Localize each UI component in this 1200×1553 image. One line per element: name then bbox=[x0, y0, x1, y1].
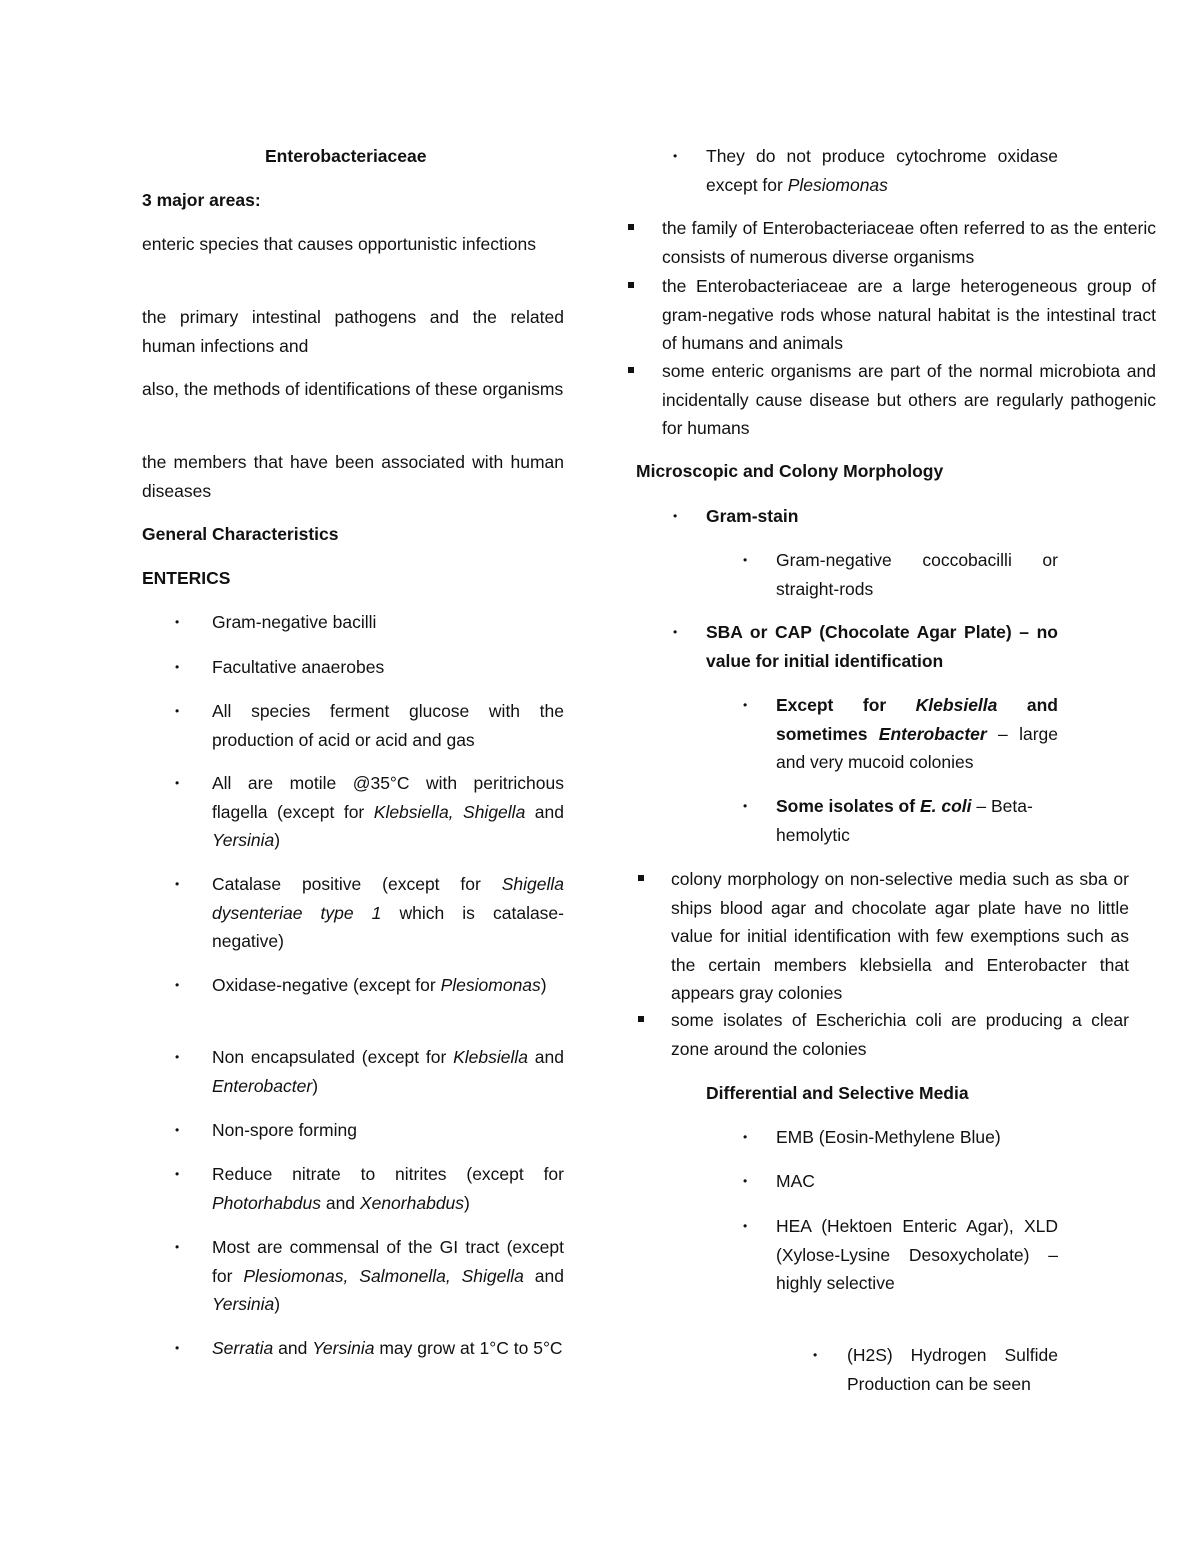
microscopic-heading: Microscopic and Colony Morphology bbox=[636, 461, 944, 481]
square-bullet-icon bbox=[628, 367, 634, 373]
general-characteristics-heading: General Characteristics bbox=[142, 524, 339, 544]
square-bullet-icon bbox=[628, 224, 634, 230]
bullet-icon: • bbox=[743, 799, 748, 813]
except-klebsiella-item: Except for Klebsiella and sometimes Enterobacter – large and very mucoid colonies bbox=[776, 695, 1059, 772]
h2s-item: (H2S) Hydrogen Sulfide Production can be seen bbox=[847, 1345, 1058, 1394]
mac-item: MAC bbox=[776, 1171, 815, 1191]
ecoli-isolates-item: Some isolates of E. coli – Beta-hemolytic bbox=[776, 796, 1033, 845]
square-bullet-icon bbox=[638, 875, 644, 881]
bullet-icon: • bbox=[673, 625, 678, 639]
area-item-3: also, the methods of identifications of these organisms bbox=[142, 379, 564, 399]
bullet-icon: • bbox=[743, 1174, 748, 1188]
char-motile: All are motile @35°C with peritrichous flagella (except for Klebsiella, Shigella and Yersinia) bbox=[212, 773, 564, 850]
bullet-icon: • bbox=[175, 877, 180, 891]
char-spore: Non-spore forming bbox=[212, 1120, 357, 1140]
family-item-2: the Enterobacteriaceae are a large heterogeneous group of gram-negative rods whose natural habitat is the intestinal tract of humans and animals bbox=[662, 276, 1156, 353]
sba-cap-item: SBA or CAP (Chocolate Agar Plate) – no value for initial identification bbox=[706, 622, 1058, 671]
colony-item-1: colony morphology on non-selective media such as sba or ships blood agar and chocolate agar plate have no little value for initial identification with few exemptions such as the certain members klebsiella and Enterobacter that appears gray colonies bbox=[671, 869, 1129, 1003]
bullet-icon: • bbox=[175, 776, 180, 790]
bullet-icon: • bbox=[175, 1050, 180, 1064]
cytochrome-item: They do not produce cytochrome oxidase except for Plesiomonas bbox=[706, 146, 1058, 195]
char-encapsulated: Non encapsulated (except for Klebsiella and Enterobacter) bbox=[212, 1047, 565, 1096]
bullet-icon: • bbox=[175, 978, 180, 992]
bullet-icon: • bbox=[175, 615, 180, 629]
bullet-icon: • bbox=[673, 509, 678, 523]
bullet-icon: • bbox=[743, 1219, 748, 1233]
char-catalase: Catalase positive (except for Shigella dysenteriae type 1 which is catalase-negative) bbox=[212, 874, 564, 951]
bullet-icon: • bbox=[743, 1130, 748, 1144]
area-item-4: the members that have been associated with human diseases bbox=[142, 452, 564, 501]
family-item-1: the family of Enterobacteriaceae often referred to as the enteric consists of numerous diverse organisms bbox=[662, 218, 1156, 267]
bullet-icon: • bbox=[175, 1167, 180, 1181]
bullet-icon: • bbox=[175, 660, 180, 674]
bullet-icon: • bbox=[743, 553, 748, 567]
bullet-icon: • bbox=[175, 1240, 180, 1254]
square-bullet-icon bbox=[628, 282, 634, 288]
char-facultative: Facultative anaerobes bbox=[212, 657, 385, 677]
char-nitrate: Reduce nitrate to nitrites (except for Photorhabdus and Xenorhabdus) bbox=[212, 1164, 564, 1213]
bullet-icon: • bbox=[175, 704, 180, 718]
bullet-icon: • bbox=[175, 1341, 180, 1355]
square-bullet-icon bbox=[638, 1016, 644, 1022]
gram-negative-detail: Gram-negative coccobacilli or straight-rods bbox=[776, 550, 1058, 599]
doc-title: Enterobacteriaceae bbox=[265, 146, 427, 166]
area-item-2: the primary intestinal pathogens and the related human infections and bbox=[142, 307, 564, 356]
colony-item-2: some isolates of Escherichia coli are producing a clear zone around the colonies bbox=[671, 1010, 1129, 1059]
char-gram-negative: Gram-negative bacilli bbox=[212, 612, 377, 632]
char-temperature: Serratia and Yersinia may grow at 1°C to 5°C bbox=[212, 1338, 563, 1358]
bullet-icon: • bbox=[743, 698, 748, 712]
bullet-icon: • bbox=[175, 1123, 180, 1137]
char-oxidase: Oxidase-negative (except for Plesiomonas) bbox=[212, 975, 547, 995]
bullet-icon: • bbox=[813, 1348, 818, 1362]
hea-xld-item: HEA (Hektoen Enteric Agar), XLD (Xylose-Lysine Desoxycholate) – highly selective bbox=[776, 1216, 1058, 1293]
enterics-heading: ENTERICS bbox=[142, 568, 231, 588]
gram-stain-item: Gram-stain bbox=[706, 506, 799, 526]
char-commensal: Most are commensal of the GI tract (except for Plesiomonas, Salmonella, Shigella and Yersinia) bbox=[212, 1237, 564, 1314]
major-areas-label: 3 major areas: bbox=[142, 190, 261, 210]
bullet-icon: • bbox=[673, 149, 678, 163]
emb-item: EMB (Eosin-Methylene Blue) bbox=[776, 1127, 1001, 1147]
differential-heading: Differential and Selective Media bbox=[706, 1083, 969, 1103]
area-item-1: enteric species that causes opportunistic infections bbox=[142, 234, 536, 254]
char-glucose: All species ferment glucose with the production of acid or acid and gas bbox=[212, 701, 564, 750]
family-item-3: some enteric organisms are part of the normal microbiota and incidentally cause disease but others are regularly pathogenic for humans bbox=[662, 361, 1156, 438]
